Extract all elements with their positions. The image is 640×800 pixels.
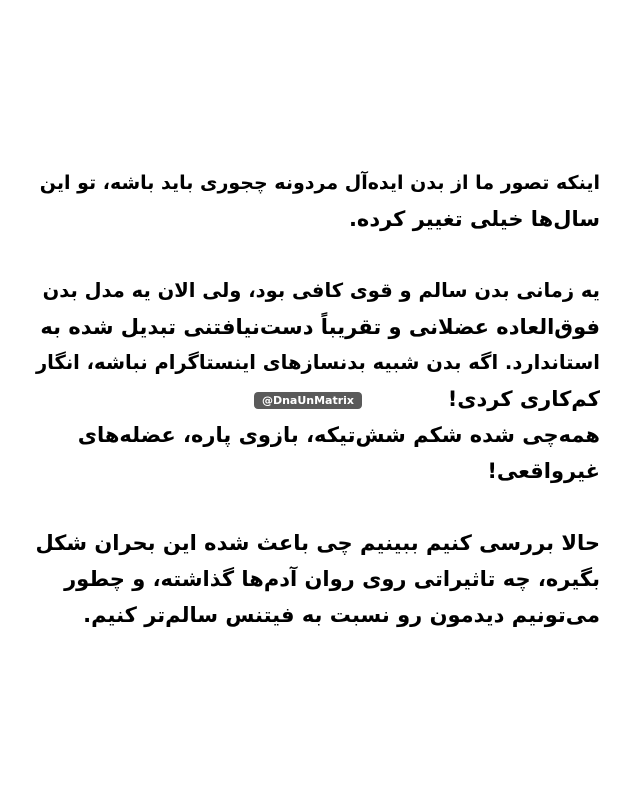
text-line: حالا بررسی کنیم ببینیم چی باعث شده این بحران شکل <box>35 531 600 555</box>
text-line: یه زمانی بدن سالم و قوی کافی بود، ولی الان یه مدل بدن <box>42 279 600 302</box>
text-line: فوق‌العاده عضلانی و تقریباً دست‌نیافتنی تبدیل شده به <box>40 315 600 339</box>
paragraph-conclusion <box>32 525 600 633</box>
text-line: استاندارد. اگه بدن شبیه بدنسازهای اینستاگرام نباشه، انگار <box>35 351 600 374</box>
text-line: سال‌ها خیلی تغییر کرده. <box>348 207 600 231</box>
paragraph-body <box>32 273 600 489</box>
text-line: بگیره، چه تاثیراتی روی روان آدم‌ها گذاشته، و چطور <box>64 567 600 591</box>
text-line: غیرواقعی! <box>487 459 600 483</box>
text-line: می‌تونیم دیدمون رو نسبت به فیتنس سالم‌تر کنیم. <box>83 603 600 627</box>
text-line: کم‌کاری کردی! <box>447 387 600 411</box>
text-line: همه‌چی شده شکم شش‌تیکه، بازوی پاره، عضله‌های <box>77 423 600 447</box>
text-line: اینکه تصور ما از بدن ایده‌آل مردونه چجوری باید باشه، تو این <box>39 172 600 194</box>
watermark-handle: @DnaUnMatrix <box>254 392 362 409</box>
paragraph-intro <box>32 165 600 237</box>
